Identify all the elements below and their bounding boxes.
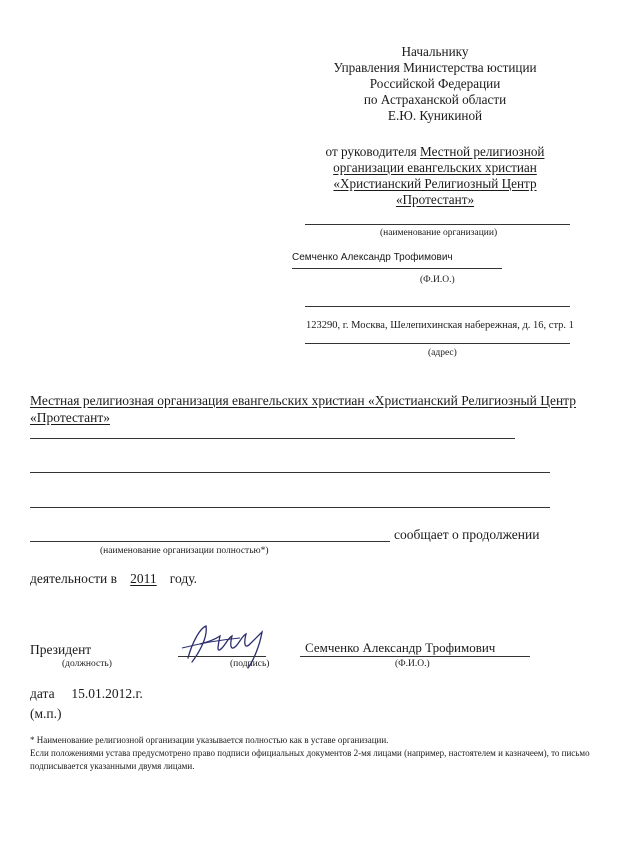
sender-org-line: организации евангельских христиан — [333, 160, 537, 175]
org-name-line-1 — [30, 438, 515, 439]
addressee-block — [300, 44, 570, 124]
addressee-line: Управления Министерства юстиции — [333, 60, 537, 75]
sender-address: 123290, г. Москва, Шелепихинская набережная, д. 16, стр. 1 — [306, 320, 574, 331]
address-caption: (адрес) — [428, 348, 457, 358]
stamp-label: (м.п.) — [30, 706, 62, 721]
sender-line-1 — [300, 144, 570, 160]
reports-text: сообщает о продолжении — [394, 527, 540, 542]
org-full-name — [30, 392, 590, 426]
sender-org-line: «Христианский Религиозный Центр — [333, 176, 537, 191]
org-underline — [305, 224, 570, 225]
org-name-line-3 — [30, 507, 550, 508]
org-full-caption: (наименование организации полностью*) — [100, 546, 269, 556]
org-name-line-4 — [30, 541, 390, 542]
addressee-line: Начальнику — [401, 44, 469, 59]
position-caption: (должность) — [62, 659, 112, 669]
activity-sentence — [30, 571, 197, 587]
org-name-line-2 — [30, 472, 550, 473]
addressee-line: по Астраханской области — [363, 92, 507, 107]
footnote — [30, 734, 590, 773]
activity-suffix: году. — [169, 571, 198, 586]
activity-prefix: деятельности в — [30, 571, 118, 586]
date-value: 15.01.2012.г. — [71, 686, 143, 701]
activity-year: 2011 — [130, 571, 157, 586]
sender-block — [300, 144, 570, 208]
org-full-name-text: Местная религиозная организация евангельских христиан «Христианский Религиозный Центр «Протестант» — [30, 393, 576, 425]
sender-org-line: «Протестант» — [395, 192, 475, 207]
org-caption: (наименование организации) — [380, 228, 498, 238]
signer-name-line — [300, 656, 530, 657]
signature-line — [178, 656, 266, 657]
signer-name: Семченко Александр Трофимович — [305, 640, 496, 655]
addressee-line: Российской Федерации — [369, 76, 501, 91]
sender-name: Семченко Александр Трофимович — [292, 252, 453, 263]
footnote-line-1: * Наименование религиозной организации указывается полностью как в уставе организации. — [30, 735, 389, 745]
footnote-line-2: Если положениями устава предусмотрено право подписи официальных документов 2-мя лицами (например, настоятелем и казначеем), то письмо подписывается указанными двумя лицами. — [30, 748, 590, 771]
sender-prefix: от руководителя — [325, 144, 417, 159]
blank-line — [305, 306, 570, 307]
signer-name-caption: (Ф.И.О.) — [395, 659, 430, 669]
signature-caption: (подпись) — [230, 659, 270, 669]
name-underline — [292, 268, 502, 269]
sender-org-line: Местной религиозной — [420, 144, 545, 159]
date-label: дата — [30, 686, 55, 701]
name-caption: (Ф.И.О.) — [420, 275, 455, 285]
address-underline — [305, 343, 570, 344]
position-title: Президент — [30, 642, 92, 657]
addressee-line: Е.Ю. Куникиной — [387, 108, 483, 123]
date-row — [30, 686, 143, 702]
